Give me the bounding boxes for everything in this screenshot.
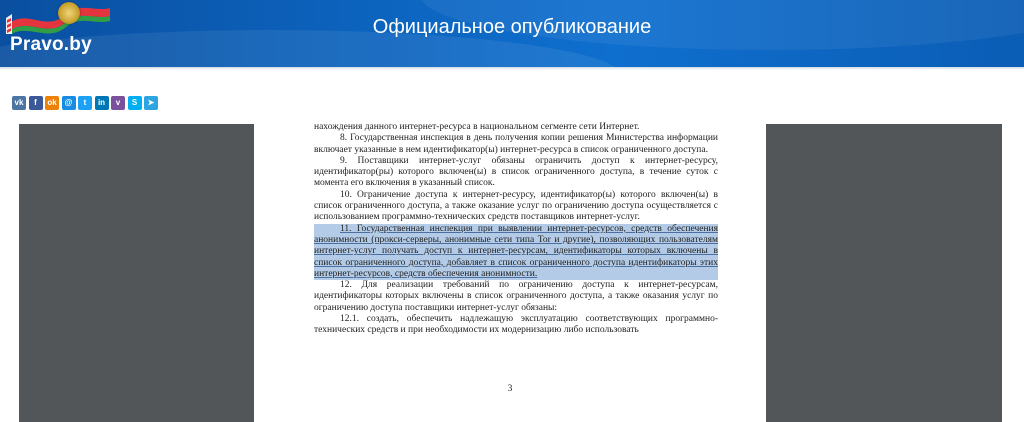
- odnoklassniki-share-icon[interactable]: ok: [45, 96, 59, 110]
- social-share-bar: [12, 96, 158, 110]
- doc-line-top: нахождения данного интернет-ресурса в национальном сегменте сети Интернет.: [314, 122, 640, 132]
- header-shadow: [0, 67, 1024, 70]
- linkedin-share-icon[interactable]: in: [95, 96, 109, 110]
- moimir-share-icon[interactable]: @: [62, 96, 76, 110]
- skype-share-icon[interactable]: S: [128, 96, 142, 110]
- selected-text: 11. Государственная инспекция при выявлении интернет-ресурсов, средств обеспечения анонимности (прокси-серверы, анонимные сети типа Tor и другие), позволяющих пользователям интернет-услуг получать доступ к интернет-ресурсам, идентификаторы которых включены в список ограниченного доступа, добавляет в список ограниченного доступа идентификаторы этих интернет-ресурсов, средств обеспечения анонимности.: [314, 223, 718, 279]
- telegram-share-icon[interactable]: ➤: [144, 96, 158, 110]
- viber-share-icon[interactable]: v: [111, 96, 125, 110]
- facebook-share-icon[interactable]: f: [29, 96, 43, 110]
- doc-paragraph-12-1: 12.1. создать, обеспечить надлежащую эксплуатацию соответствующих программно-технических средств и при необходимости их модернизацию либо использовать: [314, 314, 718, 336]
- vk-share-icon[interactable]: vk: [12, 96, 26, 110]
- document-text: [314, 122, 718, 337]
- doc-paragraph-8: 8. Государственная инспекция в день получения копии решения Министерства информации включает указанные в нем идентификатор(ы) интернет-ресурса в список ограниченного доступа.: [314, 133, 718, 155]
- document-page: [254, 124, 766, 422]
- doc-paragraph-9: 9. Поставщики интернет-услуг обязаны ограничить доступ к интернет-ресурсу, идентификатор(ры) которого включен(ы) в список ограниченного доступа, в течение суток с момента его включения в указанный список.: [314, 155, 718, 189]
- logo-text: Pravo.by: [10, 34, 92, 55]
- doc-paragraph-11-selected[interactable]: [314, 224, 718, 280]
- doc-paragraph-12: 12. Для реализации требований по ограничению доступа к интернет-ресурсам, идентификаторы которых включены в список ограниченного доступа, а также оказания услуг по ограничению доступа поставщики интернет-услуг обязаны:: [314, 280, 718, 313]
- site-header: [0, 0, 1024, 67]
- page-title: Официальное опубликование: [372, 16, 652, 38]
- twitter-share-icon[interactable]: t: [78, 96, 92, 110]
- doc-paragraph-10: 10. Ограничение доступа к интернет-ресурсу, идентификатор(ы) которого включен(ы) в список ограниченного доступа, а также оказание услуг по ограничению доступа осуществляется с использованием программно-технических средств поставщиков интернет-услуг.: [314, 189, 718, 223]
- page-number: 3: [507, 384, 513, 394]
